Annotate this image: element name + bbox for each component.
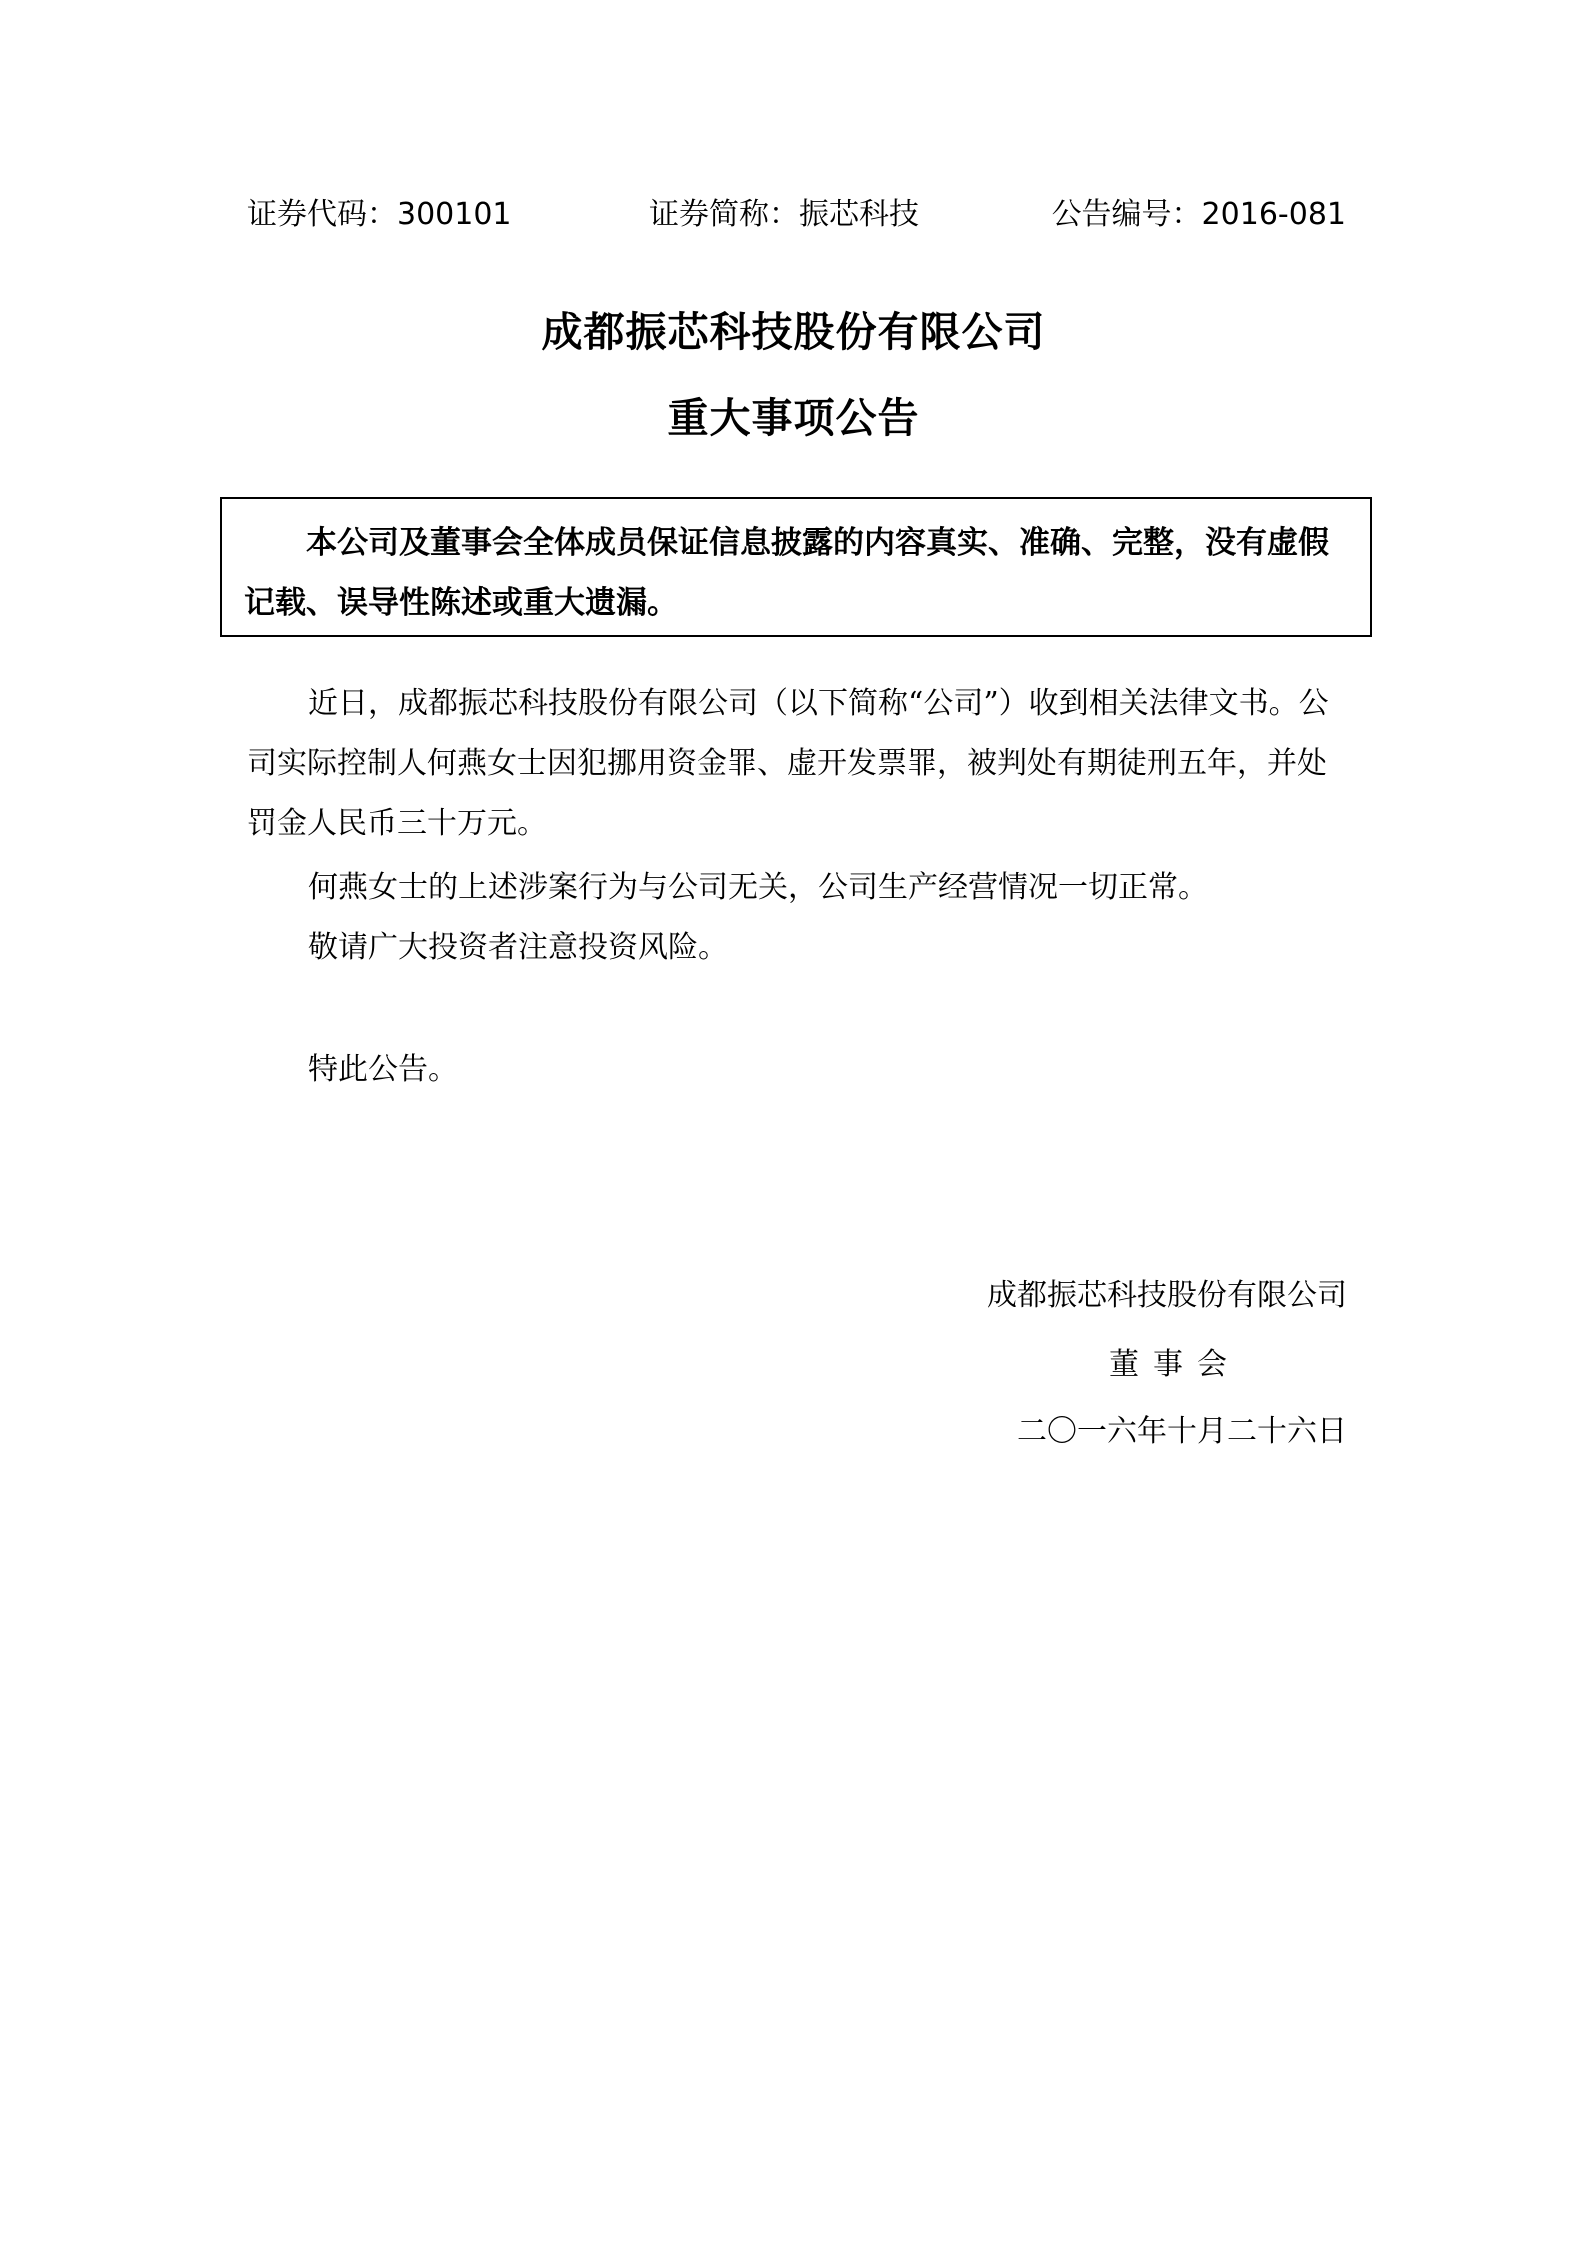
body-paragraph-1 bbox=[247, 674, 1347, 854]
document-header bbox=[0, 193, 1587, 237]
body-paragraph-3 bbox=[247, 918, 1347, 978]
signature-board: 董事会 bbox=[1109, 1347, 1241, 1382]
body-paragraph-2-text: 何燕女士的上述涉案行为与公司无关，公司生产经营情况一切正常。 bbox=[308, 870, 1208, 905]
body-paragraph-3-text: 敬请广大投资者注意投资风险。 bbox=[308, 930, 728, 965]
notice-title: 重大事项公告 bbox=[667, 394, 920, 442]
stock-code: 证券代码：300101 bbox=[247, 197, 512, 232]
stock-abbreviation: 证券简称：振芯科技 bbox=[649, 197, 919, 232]
declaration-box bbox=[220, 497, 1372, 637]
closing-statement-text: 特此公告。 bbox=[308, 1052, 458, 1087]
declaration-text: 本公司及董事会全体成员保证信息披露的内容真实、准确、完整，没有虚假记载、误导性陈述或重大遗漏。 bbox=[244, 525, 1329, 621]
signature-company: 成都振芯科技股份有限公司 bbox=[987, 1278, 1347, 1313]
body-paragraph-2 bbox=[247, 858, 1347, 918]
closing-statement bbox=[247, 1040, 1347, 1100]
body-paragraph-1-text: 近日，成都振芯科技股份有限公司（以下简称“公司”）收到相关法律文书。公司实际控制人何燕女士因犯挪用资金罪、虚开发票罪，被判处有期徒刑五年，并处罚金人民币三十万元。 bbox=[247, 686, 1329, 841]
signature-date: 二〇一六年十月二十六日 bbox=[1017, 1414, 1347, 1449]
notice-number: 公告编号：2016-081 bbox=[1051, 197, 1346, 232]
company-title: 成都振芯科技股份有限公司 bbox=[541, 308, 1046, 356]
